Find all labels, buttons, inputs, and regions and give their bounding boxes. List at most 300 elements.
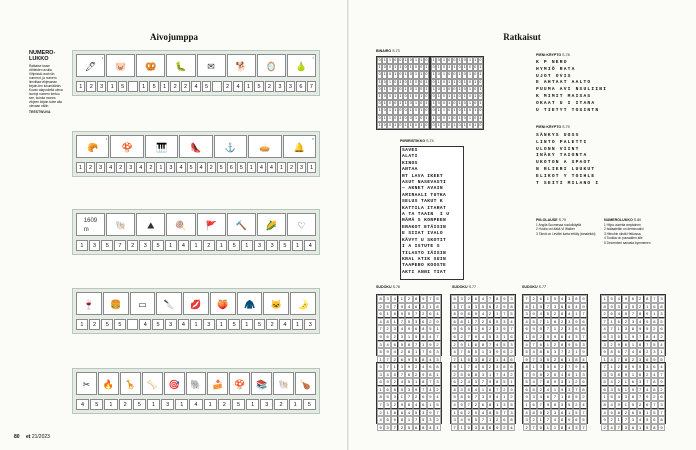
- answer-number-cell[interactable]: 4: [191, 81, 200, 92]
- answer-number-cell[interactable]: 5: [133, 399, 146, 410]
- answer-number-cell[interactable]: 1: [165, 240, 177, 251]
- binairo-cell: 0: [462, 71, 467, 78]
- answer-number-cell[interactable]: 1: [307, 162, 316, 173]
- sudoku-cell: 9: [384, 378, 391, 386]
- answer-number-cell[interactable]: 3: [254, 240, 266, 251]
- sudoku-cell: 9: [451, 363, 458, 371]
- sudoku-cell: 3: [629, 416, 636, 424]
- answer-number-cell[interactable]: 3: [203, 319, 215, 330]
- picture-clue-row: [76, 54, 316, 77]
- picture-clue-cell: [76, 54, 105, 77]
- answer-number-cell[interactable]: 2: [119, 399, 132, 410]
- answer-number-cell[interactable]: 5: [279, 240, 291, 251]
- sudoku-cell: 5: [405, 318, 412, 326]
- sudoku-cell: 8: [637, 341, 644, 349]
- sudoku-cell: 5: [608, 295, 615, 303]
- answer-number-cell[interactable]: 1: [277, 162, 286, 173]
- binairo-cell: 0: [424, 93, 429, 100]
- sudoku-cell: 9: [413, 386, 420, 394]
- sudoku-cell: 5: [377, 348, 384, 356]
- sudoku-cell: 1: [451, 409, 458, 417]
- answer-number-cell[interactable]: 5: [202, 81, 211, 92]
- sudoku-cell: 8: [559, 310, 566, 318]
- answer-number-cell[interactable]: 3: [166, 162, 175, 173]
- binairo-cell: 0: [382, 93, 387, 100]
- sudoku-cell: 7: [622, 348, 629, 356]
- sudoku-cell: 1: [405, 416, 412, 424]
- answer-number-cell[interactable]: 1: [241, 319, 253, 330]
- piiloristikko-row: KATTILA ITARAT: [402, 205, 447, 211]
- answer-number-cell[interactable]: 1: [246, 399, 259, 410]
- binairo-cell: 1: [452, 107, 457, 114]
- answer-number-cell[interactable]: 1: [147, 399, 160, 410]
- binairo-cell: 0: [478, 57, 483, 64]
- binairo-cell: 0: [436, 57, 441, 64]
- answer-number-cell[interactable]: 5: [152, 240, 164, 251]
- krypto-row: N RLIERI LUUKUT: [536, 166, 596, 172]
- answer-number-cell[interactable]: 5: [101, 319, 113, 330]
- answer-number-cell[interactable]: 3: [139, 240, 151, 251]
- sudoku-cell: 5: [494, 318, 501, 326]
- sudoku-cell: 2: [398, 424, 405, 432]
- pieni-krypto-grid-1: [536, 60, 666, 116]
- sudoku-cell: 8: [458, 393, 465, 401]
- sudoku-cell: 5: [615, 348, 622, 356]
- binairo-cell: 0: [413, 107, 418, 114]
- sudoku-cell: 4: [566, 310, 573, 318]
- sudoku-cell: 5: [523, 348, 530, 356]
- clue-picture-icon: 🎹: [155, 142, 168, 153]
- answer-number-cell[interactable]: [128, 81, 137, 92]
- answer-number-cell[interactable]: 3: [286, 81, 295, 92]
- answer-number-cell[interactable]: 2: [203, 240, 215, 251]
- answer-number-cell[interactable]: 2: [181, 81, 190, 92]
- answer-number-cell[interactable]: 4: [106, 162, 115, 173]
- answer-number-cell[interactable]: 2: [127, 240, 139, 251]
- answer-number-cell[interactable]: 1: [139, 81, 148, 92]
- sudoku-cell: 3: [566, 318, 573, 326]
- answer-number-cell[interactable]: 5: [114, 319, 126, 330]
- picture-clue-cell: [130, 292, 156, 315]
- answer-number-cell[interactable]: 3: [165, 319, 177, 330]
- sudoku-cell: 8: [580, 386, 587, 394]
- sudoku-cell: 2: [465, 295, 472, 303]
- answer-number-cell[interactable]: 1: [292, 319, 304, 330]
- answer-number-cell[interactable]: 4: [267, 162, 276, 173]
- sudoku-cell: 6: [472, 295, 479, 303]
- binairo-cell: 1: [457, 57, 462, 64]
- binairo-cell: 0: [419, 86, 424, 93]
- sudoku-label-3: [522, 285, 546, 289]
- sudoku-cell: 5: [622, 310, 629, 318]
- binairo-cell: 1: [447, 115, 452, 122]
- binairo-cell: 1: [467, 100, 472, 107]
- sudoku-cell: 5: [573, 393, 580, 401]
- answer-number-cell[interactable]: 3: [97, 81, 106, 92]
- answer-number-cell[interactable]: 6: [227, 162, 236, 173]
- answer-number-cell[interactable]: 2: [287, 162, 296, 173]
- picture-clue-cell: [110, 135, 143, 158]
- answer-number-cell[interactable]: 1: [76, 240, 88, 251]
- sudoku-cell: 5: [608, 393, 615, 401]
- sudoku-cell: 4: [472, 386, 479, 394]
- binairo-cell: 0: [408, 115, 413, 122]
- answer-number-cell[interactable]: 1: [156, 162, 165, 173]
- answer-number-cell[interactable]: 4: [136, 162, 145, 173]
- sudoku-cell: 6: [559, 303, 566, 311]
- sudoku-cell: 7: [451, 424, 458, 432]
- sudoku-cell: 7: [377, 401, 384, 409]
- binairo-cell: 0: [467, 79, 472, 86]
- sudoku-cell: 9: [420, 295, 427, 303]
- sudoku-cell: 9: [472, 310, 479, 318]
- sudoku-cell: 2: [458, 378, 465, 386]
- sudoku-cell: 6: [651, 363, 658, 371]
- sudoku-cell: 2: [434, 341, 441, 349]
- binairo-cell: 1: [431, 115, 436, 122]
- answer-number-cell[interactable]: 2: [86, 81, 95, 92]
- answer-number-cell[interactable]: [127, 319, 139, 330]
- piiloristikko-row: TAAPERO KOOSTE: [402, 263, 447, 269]
- sudoku-cell: 3: [377, 371, 384, 379]
- sudoku-cell: 2: [551, 356, 558, 364]
- binairo-cell: 0: [382, 64, 387, 71]
- sudoku-cell: 5: [615, 333, 622, 341]
- binairo-cell: 1: [424, 100, 429, 107]
- binairo-cell: 0: [393, 57, 398, 64]
- answer-number-cell[interactable]: 5: [149, 81, 158, 92]
- binairo-cell: 1: [377, 107, 382, 114]
- answer-number-cell[interactable]: 4: [189, 399, 202, 410]
- answer-number-cell[interactable]: 2: [266, 319, 278, 330]
- answer-number-cell[interactable]: 5: [90, 399, 103, 410]
- answer-number-cell[interactable]: 5: [254, 319, 266, 330]
- sudoku-cell: 7: [494, 386, 501, 394]
- answer-number-cell[interactable]: 4: [178, 240, 190, 251]
- sudoku-cell: 8: [615, 409, 622, 417]
- sudoku-cell: 4: [644, 386, 651, 394]
- answer-number-cell[interactable]: 1: [216, 319, 228, 330]
- answer-number-cell[interactable]: 4: [178, 319, 190, 330]
- sudoku-cell: 7: [413, 341, 420, 349]
- sudoku-cell: 9: [398, 310, 405, 318]
- answer-number-cell[interactable]: 3: [304, 319, 316, 330]
- sudoku-cell: 6: [465, 310, 472, 318]
- sudoku-cell: 5: [551, 371, 558, 379]
- answer-number-cell[interactable]: 1: [292, 240, 304, 251]
- answer-number-cell[interactable]: 3: [297, 162, 306, 173]
- sudoku-cell: 4: [608, 401, 615, 409]
- numerolukko-ref: S.80: [633, 218, 642, 222]
- sudoku-cell: 2: [530, 295, 537, 303]
- sudoku-cell: 1: [458, 356, 465, 364]
- sudoku-cell: 3: [377, 341, 384, 349]
- sudoku-cell: 4: [377, 416, 384, 424]
- sudoku-cell: 1: [465, 318, 472, 326]
- picture-clue-cell: [290, 292, 316, 315]
- answer-number-cell[interactable]: 1: [190, 240, 202, 251]
- sudoku-cell: 9: [608, 409, 615, 417]
- answer-number-cell[interactable]: 5: [303, 399, 316, 410]
- sudoku-cell: 4: [601, 409, 608, 417]
- answer-number-cell[interactable]: 3: [260, 399, 273, 410]
- binairo-cell: 1: [398, 100, 403, 107]
- krypto-row: SÄNKYS UOSS: [536, 133, 580, 138]
- sudoku-cell: 1: [551, 325, 558, 333]
- clue-picture-icon: 🐚: [115, 220, 127, 231]
- piiloristikko-row: ASUT NASEVASTI: [402, 180, 447, 186]
- sudoku-cell: 4: [427, 356, 434, 364]
- sudoku-cell: 8: [644, 333, 651, 341]
- sudoku-cell: 1: [434, 424, 441, 432]
- answer-number-cell[interactable]: 4: [304, 240, 316, 251]
- piiloristikko-grid: [400, 146, 464, 280]
- sudoku-cell: 9: [458, 401, 465, 409]
- answer-number-cell[interactable]: 1: [247, 162, 256, 173]
- binairo-cell: 1: [473, 122, 478, 129]
- answer-number-cell[interactable]: 2: [265, 81, 274, 92]
- sudoku-cell: 3: [479, 393, 486, 401]
- answer-number-cell[interactable]: 1: [104, 399, 117, 410]
- sudoku-cell: 6: [465, 371, 472, 379]
- sudoku-cell: 5: [501, 341, 508, 349]
- sudoku-cell: 9: [501, 295, 508, 303]
- answer-number-cell[interactable]: 5: [254, 81, 263, 92]
- answer-number-cell[interactable]: 1: [76, 162, 85, 173]
- sudoku-cell: 1: [508, 378, 515, 386]
- binairo-cell: 0: [441, 79, 446, 86]
- sudoku-cell: 1: [637, 424, 644, 432]
- sudoku-cell: 2: [451, 341, 458, 349]
- sudoku-cell: 7: [458, 348, 465, 356]
- answer-number-cell[interactable]: 4: [257, 162, 266, 173]
- sudoku-cell: 1: [530, 303, 537, 311]
- sudoku-cell: 6: [472, 341, 479, 349]
- sudoku-cell: 5: [458, 371, 465, 379]
- sudoku-cell: 4: [434, 310, 441, 318]
- sudoku-cell: 1: [523, 333, 530, 341]
- sudoku-cell: 6: [658, 393, 665, 401]
- sudoku-cell: 3: [472, 378, 479, 386]
- answer-number-cell[interactable]: 5: [101, 240, 113, 251]
- sudoku-cell: 5: [487, 333, 494, 341]
- binairo-cell: 1: [403, 122, 408, 129]
- sudoku-cell: 9: [566, 416, 573, 424]
- answer-number-cell[interactable]: 1: [241, 240, 253, 251]
- binairo-cell: 0: [408, 57, 413, 64]
- sudoku-cell: 4: [420, 363, 427, 371]
- sudoku-cell: 6: [508, 333, 515, 341]
- sudoku-cell: 9: [615, 341, 622, 349]
- sudoku-cell: 1: [544, 424, 551, 432]
- sudoku-cell: 5: [601, 378, 608, 386]
- answer-number-cell[interactable]: 1: [216, 240, 228, 251]
- answer-number-cell[interactable]: 4: [176, 162, 185, 173]
- binairo-cell: 0: [377, 100, 382, 107]
- sudoku-cell: 3: [622, 325, 629, 333]
- binairo-cell: 0: [377, 86, 382, 93]
- answer-number-cell[interactable]: 5: [232, 399, 245, 410]
- answer-number-cell[interactable]: 1: [76, 81, 85, 92]
- pieni-krypto-label-1-text: PIENI KRYPTO: [536, 53, 562, 57]
- puzzle-strip: [72, 131, 320, 177]
- binairo-cell: 1: [382, 71, 387, 78]
- answer-number-cell[interactable]: 5: [187, 162, 196, 173]
- sudoku-cell: 6: [580, 318, 587, 326]
- answer-number-cell[interactable]: 1: [76, 319, 88, 330]
- binairo-cell: 0: [403, 79, 408, 86]
- sudoku-cell: 6: [487, 303, 494, 311]
- binairo-cell: 1: [393, 64, 398, 71]
- answer-number-cell[interactable]: 6: [296, 81, 305, 92]
- binairo-cell: 0: [419, 64, 424, 71]
- sudoku-cell: 3: [487, 348, 494, 356]
- sudoku-cell: 8: [494, 378, 501, 386]
- answer-number-cell[interactable]: 2: [89, 319, 101, 330]
- sudoku-cell: 3: [420, 409, 427, 417]
- answer-number-cell[interactable]: 2: [274, 399, 287, 410]
- sudoku-cell: 5: [391, 371, 398, 379]
- sudoku-cell: 5: [580, 416, 587, 424]
- sudoku-cell: 5: [658, 318, 665, 326]
- answer-number-cell[interactable]: 3: [89, 240, 101, 251]
- answer-number-cell[interactable]: 3: [275, 81, 284, 92]
- answer-number-cell[interactable]: 1: [175, 399, 188, 410]
- krypto-row: K P NERO: [536, 60, 568, 65]
- sudoku-label-2: [452, 285, 476, 289]
- sudoku-cell: 3: [508, 341, 515, 349]
- answer-number-cell[interactable]: 3: [126, 162, 135, 173]
- answer-number-cell[interactable]: 1: [160, 81, 169, 92]
- binairo-cell: 1: [473, 93, 478, 100]
- sudoku-cell: 2: [494, 416, 501, 424]
- sudoku-cell: 1: [566, 356, 573, 364]
- page-gutter: [347, 0, 349, 450]
- binairo-cell: 0: [462, 57, 467, 64]
- sudoku-cell: 8: [559, 341, 566, 349]
- sudoku-cell: 5: [465, 325, 472, 333]
- sudoku-cell: 4: [427, 386, 434, 394]
- answer-number-cell[interactable]: 7: [114, 240, 126, 251]
- answer-number-cell[interactable]: 5: [237, 162, 246, 173]
- answer-number-cell[interactable]: 4: [197, 162, 206, 173]
- answer-number-cell[interactable]: 2: [86, 162, 95, 173]
- sudoku-cell: 4: [501, 356, 508, 364]
- sudoku-cell: 4: [580, 401, 587, 409]
- sudoku-cell: 5: [537, 424, 544, 432]
- sudoku-cell: 3: [629, 318, 636, 326]
- sudoku-cell: 6: [427, 310, 434, 318]
- sudoku-cell: 6: [551, 363, 558, 371]
- sudoku-cell: 9: [601, 416, 608, 424]
- answer-number-cell[interactable]: 4: [76, 399, 89, 410]
- answer-number-cell[interactable]: 2: [207, 162, 216, 173]
- binairo-cell: 0: [393, 79, 398, 86]
- sudoku-cell: 5: [472, 348, 479, 356]
- answer-number-cell[interactable]: 5: [152, 319, 164, 330]
- answer-number-cell[interactable]: 4: [139, 319, 151, 330]
- krypto-row: ULONN VIINT: [536, 146, 580, 152]
- answer-number-cell[interactable]: 2: [218, 399, 231, 410]
- answer-number-cell[interactable]: 5: [228, 319, 240, 330]
- sudoku-cell: 9: [644, 393, 651, 401]
- binairo-cell: 1: [478, 71, 483, 78]
- binairo-cell: 0: [462, 86, 467, 93]
- sudoku-cell: 5: [398, 386, 405, 394]
- binairo-cell: 0: [447, 86, 452, 93]
- answer-number-cell[interactable]: 3: [266, 240, 278, 251]
- binairo-cell: 1: [393, 107, 398, 114]
- clue-picture-icon: 🥧: [259, 142, 271, 153]
- answer-number-cell[interactable]: 2: [116, 162, 125, 173]
- sudoku-cell: 6: [629, 295, 636, 303]
- sudoku-cell: 8: [420, 424, 427, 432]
- answer-number-cell[interactable]: 1: [204, 399, 217, 410]
- sudoku-cell: 2: [434, 416, 441, 424]
- answer-number-cell[interactable]: 2: [146, 162, 155, 173]
- piilolause-solution: [536, 218, 600, 236]
- binairo-cell: 0: [467, 64, 472, 71]
- answer-number-cell[interactable]: 1: [244, 81, 253, 92]
- binairo-cell: 1: [478, 100, 483, 107]
- answer-number-cell[interactable]: 3: [96, 162, 105, 173]
- sudoku-cell: 3: [384, 401, 391, 409]
- binairo-cell: 0: [436, 100, 441, 107]
- sudoku-cell: 1: [573, 348, 580, 356]
- picture-clue-cell: [186, 372, 207, 395]
- sudoku-cell: 7: [615, 424, 622, 432]
- answer-number-cell[interactable]: [212, 81, 221, 92]
- krypto-row: INÄKY TAIONTA: [536, 153, 588, 159]
- sudoku-cell: 1: [413, 378, 420, 386]
- binairo-cell: 0: [387, 71, 392, 78]
- sudoku-cell: 8: [629, 325, 636, 333]
- sudoku-cell: 6: [622, 341, 629, 349]
- answer-number-cell[interactable]: 2: [223, 81, 232, 92]
- answer-number-cell[interactable]: 1: [289, 399, 302, 410]
- piiloristikko-row: TILASTO IÄISIN: [402, 250, 447, 256]
- sudoku-cell: 4: [398, 378, 405, 386]
- puzzle-strip: [72, 288, 320, 334]
- answer-number-cell[interactable]: 4: [233, 81, 242, 92]
- sudoku-cell: 8: [573, 295, 580, 303]
- sudoku-cell: 1: [608, 363, 615, 371]
- sudoku-cell: 7: [644, 341, 651, 349]
- binairo-cell: 1: [467, 57, 472, 64]
- answer-number-cell[interactable]: 7: [307, 81, 316, 92]
- answer-number-cell[interactable]: 5: [217, 162, 226, 173]
- answer-number-cell[interactable]: 1: [190, 319, 202, 330]
- binairo-cell: 0: [452, 86, 457, 93]
- sudoku-cell: 6: [384, 416, 391, 424]
- binairo-cell: 0: [387, 100, 392, 107]
- answer-number-cell[interactable]: 2: [170, 81, 179, 92]
- answer-number-cell[interactable]: 5: [228, 240, 240, 251]
- sudoku-cell: 3: [458, 295, 465, 303]
- sudoku-cell: 8: [413, 295, 420, 303]
- answer-number-cell[interactable]: 3: [161, 399, 174, 410]
- answer-number-cell[interactable]: 1: [107, 81, 116, 92]
- sudoku-cell: 8: [405, 348, 412, 356]
- sudoku-cell: 7: [523, 295, 530, 303]
- answer-number-cell[interactable]: 4: [279, 319, 291, 330]
- clue-picture-icon: 🦴: [146, 379, 158, 390]
- binairo-cell: 1: [441, 71, 446, 78]
- picture-clue-cell: [251, 372, 272, 395]
- sudoku-label-1-text: SUDOKU: [376, 285, 392, 289]
- answer-number-cell[interactable]: 5: [118, 81, 127, 92]
- sudoku-cell: 1: [384, 409, 391, 417]
